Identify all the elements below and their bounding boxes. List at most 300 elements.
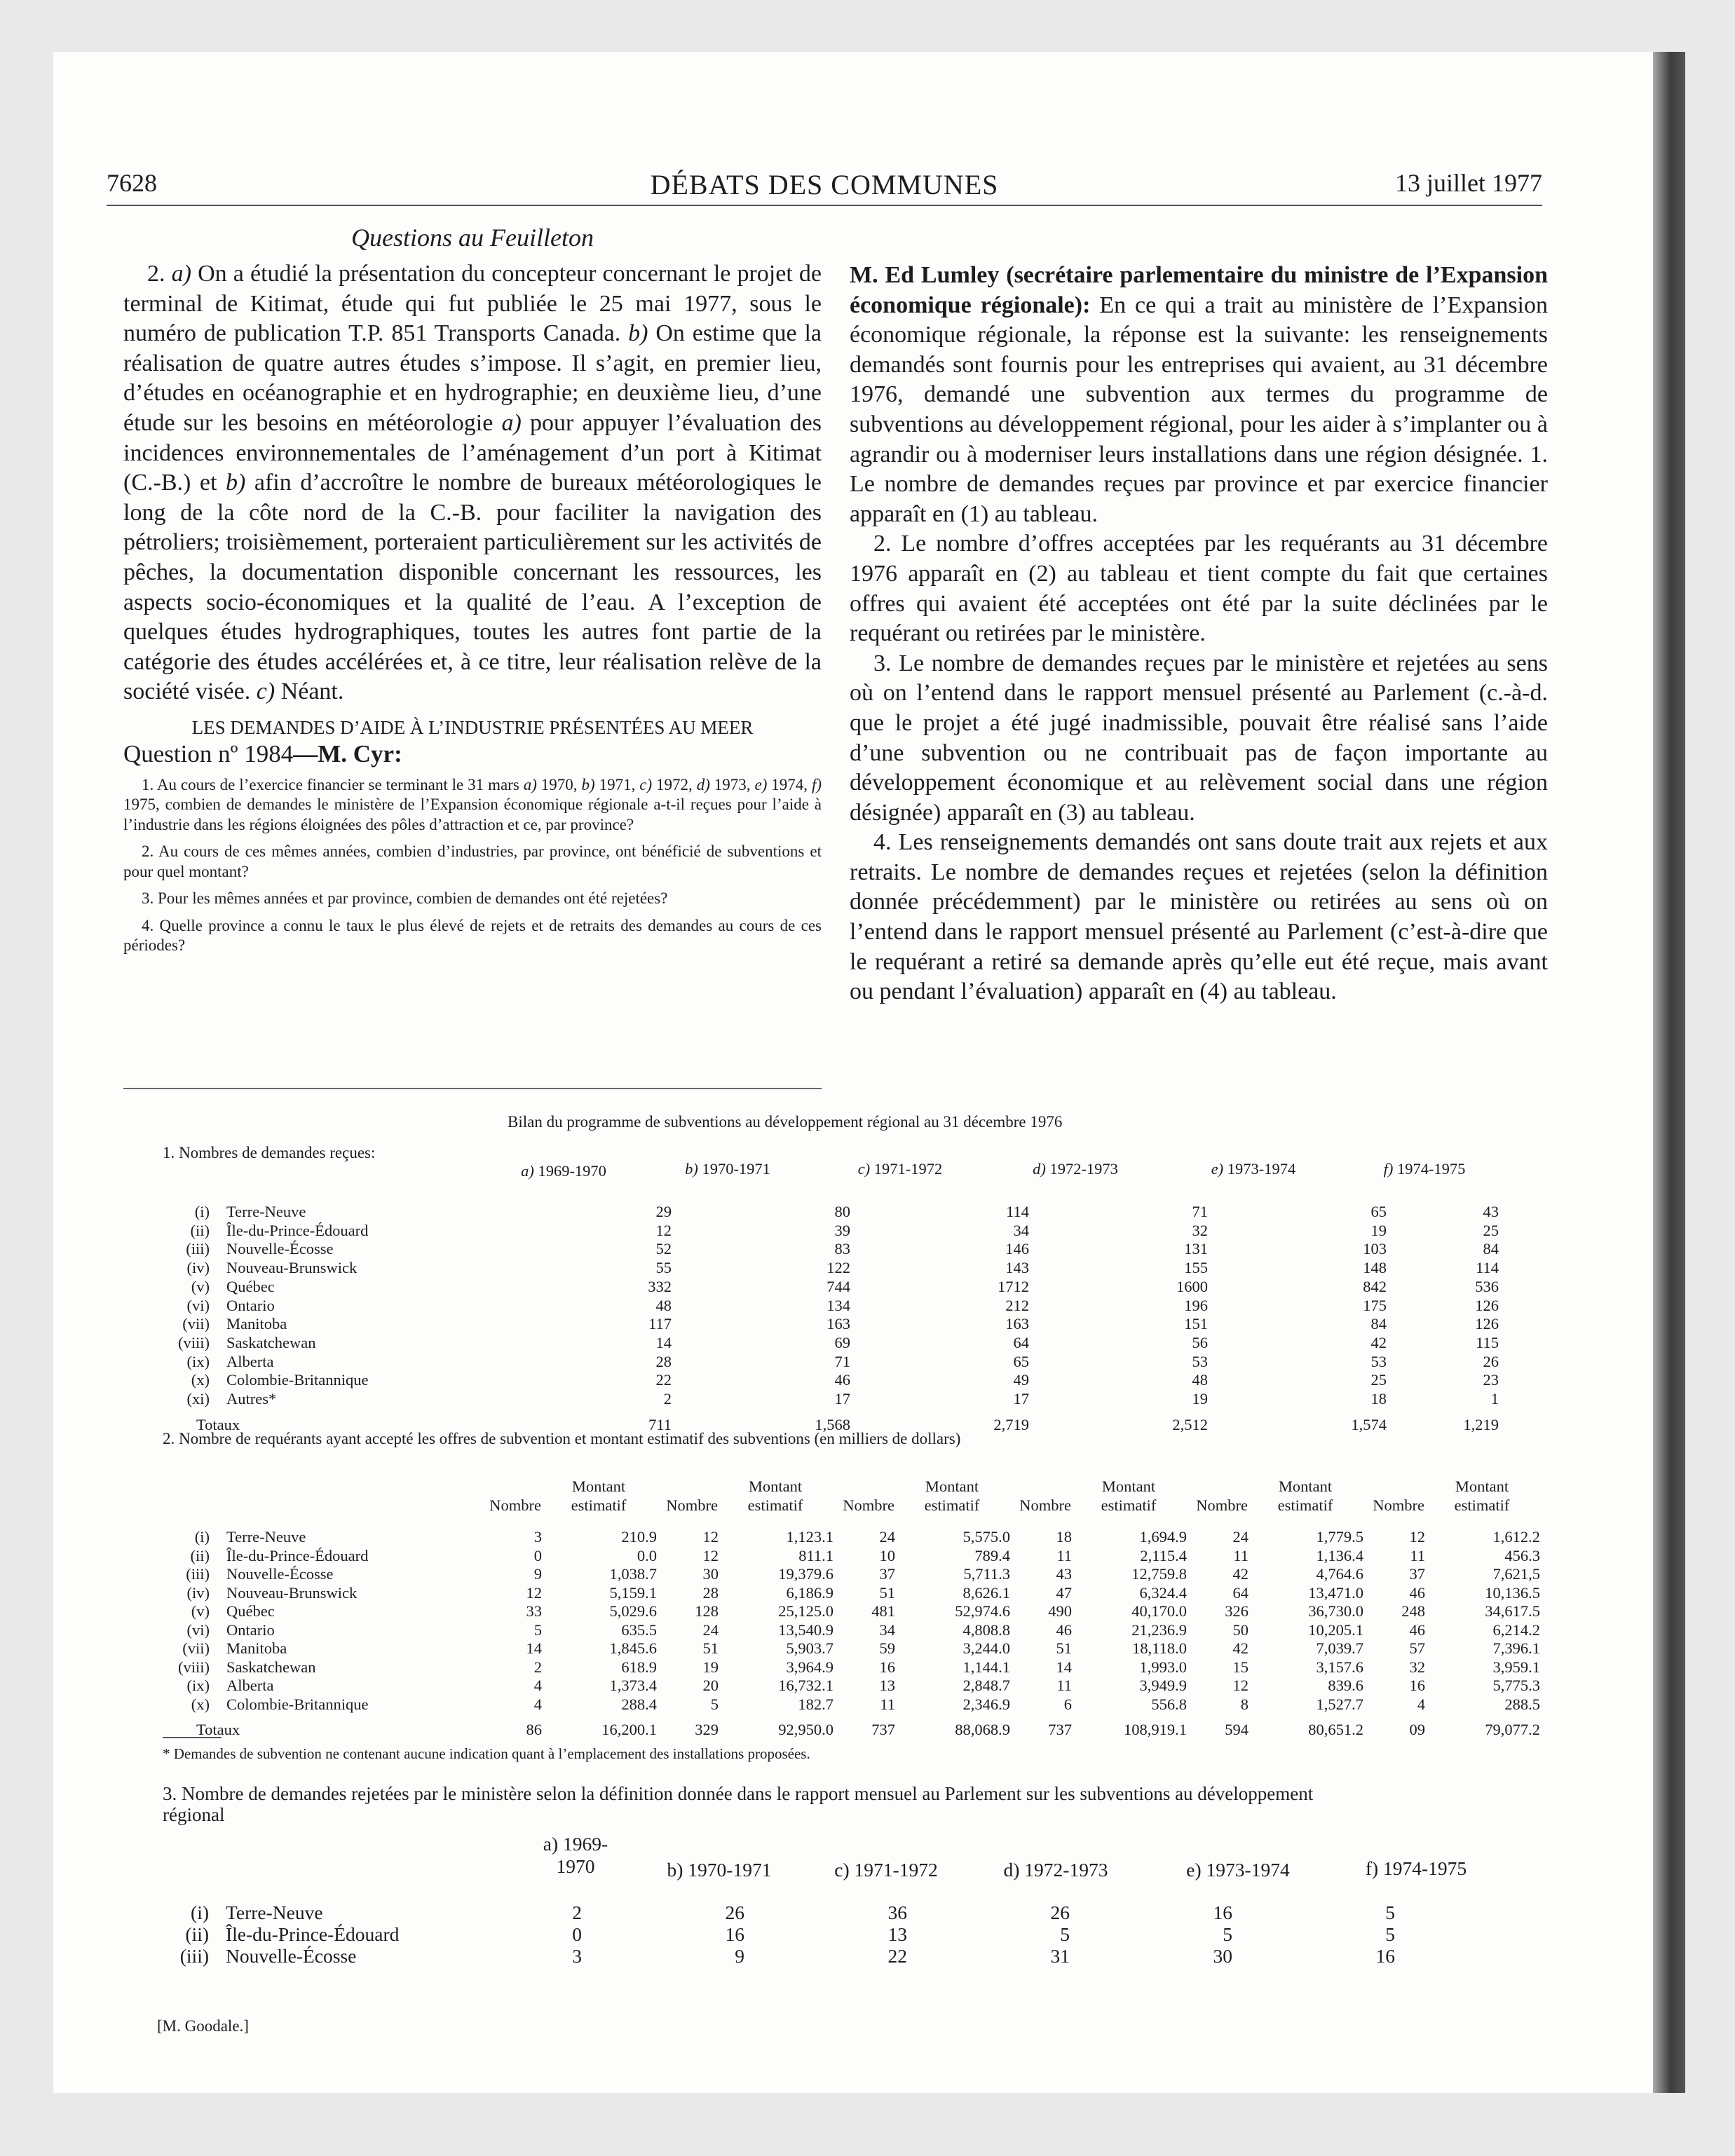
table-row [178, 1222, 1499, 1241]
table-cell: 33 [526, 1602, 542, 1620]
table-cell: 48 [655, 1296, 672, 1314]
table-cell: 48 [1192, 1371, 1208, 1389]
table-cell: 23 [1483, 1371, 1499, 1389]
table-cell: 1,527.7 [1316, 1695, 1363, 1713]
table-cell: 131 [1184, 1240, 1208, 1258]
row-number: (i) [191, 1902, 209, 1923]
table-cell: 12 [1232, 1677, 1248, 1694]
table-cell: 5 [1060, 1923, 1070, 1945]
table-cell: 36 [887, 1902, 907, 1923]
province-name: Nouvelle-Écosse [226, 1565, 334, 1583]
table-cell: 32 [1409, 1658, 1425, 1676]
table-cell: 12 [526, 1583, 542, 1602]
table-cell: 14 [655, 1333, 672, 1351]
row-number: (vi) [186, 1296, 210, 1314]
table-cell: 5,159.1 [609, 1583, 657, 1602]
table-cell: 117 [648, 1315, 672, 1333]
table-cell: 26 [1050, 1902, 1070, 1923]
total-cell: 737 [871, 1721, 895, 1738]
table-cell: 46 [834, 1371, 850, 1389]
table-cell: 22 [887, 1945, 907, 1967]
table-cell: 126 [1475, 1315, 1499, 1333]
table-cell: 18 [1056, 1528, 1072, 1546]
table-cell: 1,144.1 [962, 1658, 1010, 1676]
table-1-applications-received [178, 1203, 1499, 1434]
table-cell: 2 [663, 1390, 672, 1408]
table-cell: 3,244.0 [962, 1639, 1010, 1657]
answer-part-2: 2. a) On a étudié la présentation du concepteur concernant le projet de terminal de Kitimat, étude qui fut publiée le 25 mai 1977, sous le numéro de publication T.P. 851 Transports Canada. b) On estime que la réalisation de quatre autres études s’impose. Il s’agit, en premier lieu, d’études en océanographie et en hydrographie; en deuxième lieu, d’une étude sur les besoins en météorologie a) pour appuyer l’évaluation des incidences environnementales de l’aménagement d’un port à Kitimat (C.-B.) et b) afin d’accroître le nombre de bureaux météorologiques le long de la côte nord de la C.-B. pour faciliter la navigation des pétroliers; troisièmement, porteraient particulièrement sur les activités de pêches, la documentation disponible concernant les ressources, les aspects socio-économiques et la qualité de l’eau. A l’exception de quelques études hydrographiques, toutes les autres font partie de la catégorie des études accélérées et, à ce titre, leur réalisation relève de la société visée. c) Néant. [123, 261, 822, 705]
table-cell: 122 [826, 1259, 850, 1277]
totals-label: Totaux [196, 1721, 240, 1738]
row-number: (iii) [179, 1945, 209, 1967]
province-name: Manitoba [226, 1639, 287, 1657]
row-number: (iii) [186, 1565, 210, 1583]
table-cell: 13 [887, 1923, 907, 1945]
row-number: (ix) [186, 1352, 210, 1370]
table-cell: 80 [834, 1203, 850, 1220]
table-cell: 11 [1233, 1546, 1248, 1564]
table-cell: 212 [1005, 1296, 1029, 1314]
table-cell: 6,186.9 [786, 1583, 834, 1602]
table-cell: 196 [1184, 1296, 1208, 1314]
table-cell: 2,115.4 [1140, 1546, 1187, 1564]
table-cell: 618.9 [621, 1658, 657, 1676]
table-cell: 4 [1417, 1695, 1425, 1713]
total-cell: 108,919.1 [1124, 1721, 1187, 1738]
table-cell: 40,170.0 [1131, 1602, 1187, 1620]
table-cell: 42 [1370, 1333, 1387, 1351]
table-cell: 34 [1013, 1221, 1029, 1239]
table-cell: 13 [879, 1677, 895, 1694]
t2-head-montant: Montant estimatif [571, 1478, 627, 1514]
table-cell: 1,136.4 [1316, 1546, 1363, 1564]
t2-head-nombre: Nombre [489, 1496, 541, 1514]
table-3-rejected [178, 1902, 1395, 1967]
table-cell: 12 [1409, 1528, 1425, 1546]
province-name: Île-du-Prince-Édouard [226, 1221, 369, 1239]
table-cell: 8 [1240, 1695, 1248, 1713]
province-name: Manitoba [226, 1315, 287, 1333]
table-cell: 12 [702, 1528, 719, 1546]
t3-col-f: f) 1974-1975 [1365, 1857, 1467, 1879]
totals-row [178, 1714, 1540, 1740]
table-cell: 210.9 [621, 1528, 657, 1546]
table-cell: 53 [1192, 1352, 1208, 1370]
table-cell: 16,732.1 [778, 1677, 834, 1694]
total-cell: 1,568 [815, 1415, 850, 1433]
table-cell: 1600 [1176, 1277, 1208, 1295]
table-cell: 842 [1363, 1277, 1387, 1295]
table-cell: 19 [1192, 1390, 1208, 1408]
row-number: (vii) [182, 1315, 210, 1333]
table-cell: 148 [1363, 1259, 1387, 1277]
province-name: Colombie-Britannique [226, 1371, 369, 1389]
table-cell: 811.1 [798, 1546, 834, 1564]
table-cell: 6,324.4 [1139, 1583, 1187, 1602]
table-cell: 6,214.2 [1492, 1621, 1540, 1639]
t1-col-f: f) 1974-1975 [1383, 1160, 1466, 1178]
table-2-header: Nombre Montant estimatif Nombre Montant estimatif Nombre Montant estimatif Nombre Montant estimatif Nombre Montant estimatif Nombre Montant estimatif [178, 1478, 1539, 1515]
table-cell: 9 [735, 1945, 744, 1967]
table-cell: 114 [1476, 1259, 1499, 1277]
table-cell: 19 [702, 1658, 719, 1676]
table-row [178, 1371, 1499, 1390]
table-cell: 24 [1232, 1528, 1248, 1546]
table-cell: 49 [1013, 1371, 1029, 1389]
table-cell: 65 [1370, 1203, 1387, 1220]
row-number: (xi) [186, 1390, 210, 1408]
total-cell: 16,200.1 [601, 1721, 657, 1738]
table-cell: 182.7 [798, 1695, 834, 1713]
total-cell: 09 [1409, 1721, 1425, 1738]
table-cell: 8,626.1 [962, 1583, 1010, 1602]
table-cell: 248 [1401, 1602, 1425, 1620]
total-cell: 737 [1048, 1721, 1072, 1738]
row-number: (ii) [190, 1221, 210, 1239]
t1-col-c: c) 1971-1972 [857, 1160, 943, 1178]
table-cell: 3 [572, 1945, 582, 1967]
table-cell: 20 [702, 1677, 719, 1694]
table-cell: 2,848.7 [962, 1677, 1010, 1694]
t1-col-a: a) 1969-1970 [521, 1162, 606, 1180]
table-cell: 14 [526, 1639, 542, 1657]
row-number: (x) [191, 1695, 210, 1713]
table-cell: 744 [826, 1277, 850, 1295]
table-row [178, 1945, 1395, 1967]
left-column-rule [123, 1088, 822, 1089]
table-row [178, 1677, 1540, 1696]
table-cell: 155 [1184, 1259, 1208, 1277]
row-number: (ix) [186, 1677, 210, 1694]
table-cell: 16 [1375, 1945, 1395, 1967]
row-number: (vii) [182, 1639, 210, 1657]
table-cell: 17 [1013, 1390, 1029, 1408]
province-name: Colombie-Britannique [226, 1695, 369, 1713]
row-number: (iii) [186, 1240, 210, 1258]
row-number: (ii) [185, 1923, 209, 1945]
right-column [850, 261, 1548, 1007]
table-row [178, 1923, 1395, 1945]
table-cell: 0 [572, 1923, 582, 1945]
table-cell: 51 [702, 1639, 719, 1657]
table-cell: 1,694.9 [1139, 1528, 1187, 1546]
table-cell: 59 [879, 1639, 895, 1657]
table-cell: 103 [1363, 1240, 1387, 1258]
table-cell: 7,039.7 [1316, 1639, 1363, 1657]
table-cell: 19,379.6 [778, 1565, 834, 1583]
table-cell: 36,730.0 [1308, 1602, 1363, 1620]
issue-date: 13 juillet 1977 [1395, 169, 1542, 197]
row-number: (i) [194, 1203, 210, 1220]
table-cell: 32 [1192, 1221, 1208, 1239]
province-name: Île-du-Prince-Édouard [226, 1923, 400, 1945]
total-cell: 86 [526, 1721, 542, 1738]
table-cell: 5 [1385, 1923, 1395, 1945]
table-cell: 143 [1005, 1259, 1029, 1277]
t3-col-b: b) 1970-1971 [667, 1859, 772, 1881]
table-cell: 16 [1409, 1677, 1425, 1694]
table-cell: 55 [655, 1259, 672, 1277]
table-row [178, 1658, 1540, 1677]
running-header [107, 168, 1542, 203]
province-name: Alberta [226, 1352, 274, 1370]
row-number: (iv) [186, 1583, 210, 1602]
table-row [178, 1240, 1499, 1259]
table-cell: 34 [879, 1621, 895, 1639]
table-cell: 21,236.9 [1131, 1621, 1187, 1639]
table-cell: 47 [1056, 1583, 1072, 1602]
total-cell: 594 [1225, 1721, 1248, 1738]
province-name: Ontario [226, 1296, 275, 1314]
province-name: Terre-Neuve [226, 1203, 306, 1220]
table-cell: 1,038.7 [609, 1565, 657, 1583]
table-cell: 25,125.0 [778, 1602, 834, 1620]
table-cell: 456.3 [1504, 1546, 1540, 1564]
table-row [178, 1696, 1540, 1714]
question-number: Question nº 1984—M. Cyr: [123, 739, 402, 767]
table-2-accepted-offers [178, 1528, 1540, 1740]
table-cell: 12 [702, 1546, 719, 1564]
table-cell: 115 [1476, 1333, 1499, 1351]
question-2: 2. Au cours de ces mêmes années, combien d’industries, par province, ont bénéficié de subventions et pour quel montant? [123, 842, 822, 880]
table-cell: 1712 [998, 1277, 1029, 1295]
table-cell: 481 [871, 1602, 895, 1620]
row-number: (v) [191, 1602, 210, 1620]
row-number: (vi) [186, 1621, 210, 1639]
table-cell: 3,959.1 [1492, 1658, 1540, 1676]
table-cell: 1,845.6 [609, 1639, 657, 1657]
table-cell: 10 [879, 1546, 895, 1564]
province-name: Nouvelle-Écosse [226, 1240, 334, 1258]
province-name: Saskatchewan [226, 1658, 316, 1676]
table-row [178, 1565, 1540, 1584]
table-1-label: 1. Nombres de demandes reçues: [163, 1144, 376, 1161]
table-cell: 7,621,5 [1492, 1565, 1540, 1583]
table-cell: 5,575.0 [962, 1528, 1010, 1546]
table-cell: 1 [1490, 1390, 1499, 1408]
table-2-label: 2. Nombre de requérants ayant accepté les offres de subvention et montant estimatif des subventions (en milliers de dollars) [163, 1430, 961, 1447]
total-cell: 329 [695, 1721, 719, 1738]
total-cell: 80,651.2 [1308, 1721, 1363, 1738]
table-cell: 64 [1232, 1583, 1248, 1602]
table-cell: 5 [533, 1621, 542, 1639]
table-cell: 13,471.0 [1308, 1583, 1363, 1602]
t3-col-e: e) 1973-1974 [1186, 1859, 1290, 1881]
table-cell: 4,764.6 [1316, 1565, 1363, 1583]
t1-col-d: d) 1972-1973 [1033, 1160, 1118, 1178]
table-cell: 2 [533, 1658, 542, 1676]
table-cell: 128 [695, 1602, 719, 1620]
province-name: Nouveau-Brunswick [226, 1583, 358, 1602]
table-cell: 175 [1363, 1296, 1387, 1314]
table-row [178, 1528, 1540, 1547]
table-cell: 839.6 [1328, 1677, 1363, 1694]
t1-col-e: e) 1973-1974 [1211, 1160, 1296, 1178]
answer-paragraph-2: 2. Le nombre d’offres acceptées par les requérants au 31 décembre 1976 apparaît en (2) au tableau et tient compte du fait que certaines offres qui avaient été acceptées ont été par la suite déclinées par le requérant ou retirées par le ministère. [850, 531, 1548, 647]
table-cell: 789.4 [974, 1546, 1010, 1564]
table-cell: 28 [655, 1352, 672, 1370]
table-cell: 42 [1232, 1565, 1248, 1583]
table-cell: 4,808.8 [962, 1621, 1010, 1639]
table-cell: 11 [1410, 1546, 1425, 1564]
answer-paragraph-4: 4. Les renseignements demandés ont sans doute trait aux rejets et aux retraits. Le nombre de demandes reçues et rejetées (selon la définition donnée précédemment) par le ministère ou retirées au sens où on l’entend dans le rapport mensuel présenté au Parlement (c’est-à-dire que le requérant a retiré sa demande après qu’elle eut été reçue, mais avant ou pendant l’évaluation) apparaît en (4) au tableau. [850, 829, 1548, 1005]
t1-col-b: b) 1970-1971 [685, 1160, 770, 1178]
table-row [178, 1584, 1540, 1603]
table-cell: 151 [1184, 1315, 1208, 1333]
table-cell: 52 [655, 1240, 672, 1258]
table-cell: 163 [826, 1315, 850, 1333]
table-row [178, 1547, 1540, 1566]
table-cell: 9 [533, 1565, 542, 1583]
question-4: 4. Quelle province a connu le taux le plus élevé de rejets et de retraits des demandes au cours de ces périodes? [123, 916, 822, 955]
table-cell: 11 [1056, 1546, 1072, 1564]
table-cell: 31 [1050, 1945, 1070, 1967]
table-row [178, 1902, 1395, 1923]
table-cell: 5 [1385, 1902, 1395, 1923]
table-cell: 51 [1056, 1639, 1072, 1657]
table-row [178, 1278, 1499, 1297]
table-cell: 6 [1063, 1695, 1072, 1713]
table-cell: 26 [725, 1902, 744, 1923]
table-cell: 24 [702, 1621, 719, 1639]
table-cell: 288.5 [1504, 1695, 1540, 1713]
table-cell: 71 [834, 1352, 850, 1370]
table-cell: 25 [1483, 1221, 1499, 1239]
table-cell: 25 [1370, 1371, 1387, 1389]
table-cell: 1,993.0 [1139, 1658, 1187, 1676]
question-title: LES DEMANDES D’AIDE À L’INDUSTRIE PRÉSENTÉES AU MEER [191, 716, 754, 738]
table-cell: 14 [1056, 1658, 1072, 1676]
total-cell: 88,068.9 [955, 1721, 1010, 1738]
t3-col-d: d) 1972-1973 [1003, 1859, 1108, 1881]
table-cell: 43 [1483, 1203, 1499, 1220]
table-cell: 5,775.3 [1492, 1677, 1540, 1694]
table-cell: 288.4 [621, 1695, 657, 1713]
table-3-label: 3. Nombre de demandes rejetées par le ministère selon la définition donnée dans le rapport mensuel au Parlement sur les subventions au développement régional [163, 1783, 1314, 1825]
table-cell: 7,396.1 [1492, 1639, 1540, 1657]
section-heading: Questions au Feuilleton [351, 224, 594, 252]
total-cell: 92,950.0 [778, 1721, 834, 1738]
table-cell: 15 [1232, 1658, 1248, 1676]
table-cell: 126 [1475, 1296, 1499, 1314]
table-cell: 46 [1409, 1621, 1425, 1639]
total-cell: 711 [648, 1415, 672, 1433]
table-cell: 490 [1048, 1602, 1072, 1620]
row-number: (i) [194, 1528, 210, 1546]
table-row [178, 1602, 1540, 1621]
table-cell: 46 [1409, 1583, 1425, 1602]
table-cell: 3,949.9 [1139, 1677, 1187, 1694]
table-cell: 10,136.5 [1485, 1583, 1540, 1602]
table-cell: 53 [1370, 1352, 1387, 1370]
table-cell: 69 [834, 1333, 850, 1351]
table-cell: 30 [702, 1565, 719, 1583]
table-cell: 84 [1370, 1315, 1387, 1333]
province-name: Terre-Neuve [226, 1902, 323, 1923]
table-cell: 64 [1013, 1333, 1029, 1351]
province-name: Nouveau-Brunswick [226, 1259, 358, 1277]
table-row [178, 1259, 1499, 1278]
table-cell: 326 [1225, 1602, 1248, 1620]
table-cell: 57 [1409, 1639, 1425, 1657]
province-name: Québec [226, 1277, 275, 1295]
journal-title: DÉBATS DES COMMUNES [650, 169, 999, 200]
table-cell: 39 [834, 1221, 850, 1239]
table-cell: 1,612.2 [1492, 1528, 1540, 1546]
province-name: Ontario [226, 1621, 275, 1639]
row-number: (ii) [190, 1546, 210, 1564]
book-spine [1653, 52, 1685, 2093]
table-row [178, 1639, 1540, 1658]
province-name: Alberta [226, 1677, 274, 1694]
table-cell: 16 [1213, 1902, 1232, 1923]
total-cell: 1,574 [1351, 1415, 1387, 1433]
table-cell: 12,759.8 [1131, 1565, 1187, 1583]
total-cell: 2,512 [1172, 1415, 1208, 1433]
row-number: (viii) [178, 1658, 210, 1676]
table-cell: 16 [725, 1923, 744, 1945]
table-cell: 34,617.5 [1485, 1602, 1540, 1620]
table-cell: 84 [1483, 1240, 1499, 1258]
table-cell: 37 [1409, 1565, 1425, 1583]
table-row [178, 1334, 1499, 1353]
total-cell: 2,719 [993, 1415, 1029, 1433]
table-cell: 52,974.6 [955, 1602, 1010, 1620]
table-cell: 10,205.1 [1308, 1621, 1363, 1639]
table-cell: 134 [826, 1296, 850, 1314]
province-name: Nouvelle-Écosse [226, 1945, 357, 1967]
table-cell: 2,346.9 [962, 1695, 1010, 1713]
table-cell: 18,118.0 [1132, 1639, 1187, 1657]
table-cell: 17 [834, 1390, 850, 1408]
table-cell: 2 [572, 1902, 582, 1923]
table-cell: 46 [1056, 1621, 1072, 1639]
row-number: (iv) [186, 1259, 210, 1277]
table-cell: 4 [533, 1695, 542, 1713]
page-number: 7628 [107, 169, 157, 197]
table-cell: 3,157.6 [1316, 1658, 1363, 1676]
totals-label: Totaux [196, 1415, 240, 1433]
row-number: (viii) [178, 1333, 210, 1351]
table-cell: 51 [879, 1583, 895, 1602]
table-cell: 30 [1213, 1945, 1232, 1967]
table-cell: 3 [533, 1528, 542, 1546]
table-cell: 18 [1370, 1390, 1387, 1408]
table-cell: 13,540.9 [778, 1621, 834, 1639]
table-cell: 16 [879, 1658, 895, 1676]
row-number: (x) [191, 1371, 210, 1389]
table-cell: 37 [879, 1565, 895, 1583]
table-row [178, 1203, 1499, 1222]
table-cell: 19 [1370, 1221, 1387, 1239]
table-row [178, 1297, 1499, 1316]
question-1: 1. Au cours de l’exercice financier se terminant le 31 mars a) 1970, b) 1971, c) 1972, d) 1973, e) 1974, f) 1975, combien de demandes le ministère de l’Expansion économique régionale a-t-il reçues pour l’aide à l’industrie dans les régions éloignées des pôles d’attraction et ce, par province? [123, 775, 822, 833]
table-cell: 56 [1192, 1333, 1208, 1351]
table-cell: 1,123.1 [786, 1528, 834, 1546]
table-cell: 146 [1005, 1240, 1029, 1258]
table-cell: 5,711.3 [963, 1565, 1010, 1583]
table-cell: 1,373.4 [609, 1677, 657, 1694]
table-cell: 22 [655, 1371, 672, 1389]
table-cell: 42 [1232, 1639, 1248, 1657]
table-row [178, 1621, 1540, 1640]
table-cell: 332 [648, 1277, 672, 1295]
table-cell: 3,964.9 [786, 1658, 834, 1676]
table-cell: 26 [1483, 1352, 1499, 1370]
table-cell: 11 [1056, 1677, 1072, 1694]
province-name: Québec [226, 1602, 275, 1620]
table-cell: 50 [1232, 1621, 1248, 1639]
